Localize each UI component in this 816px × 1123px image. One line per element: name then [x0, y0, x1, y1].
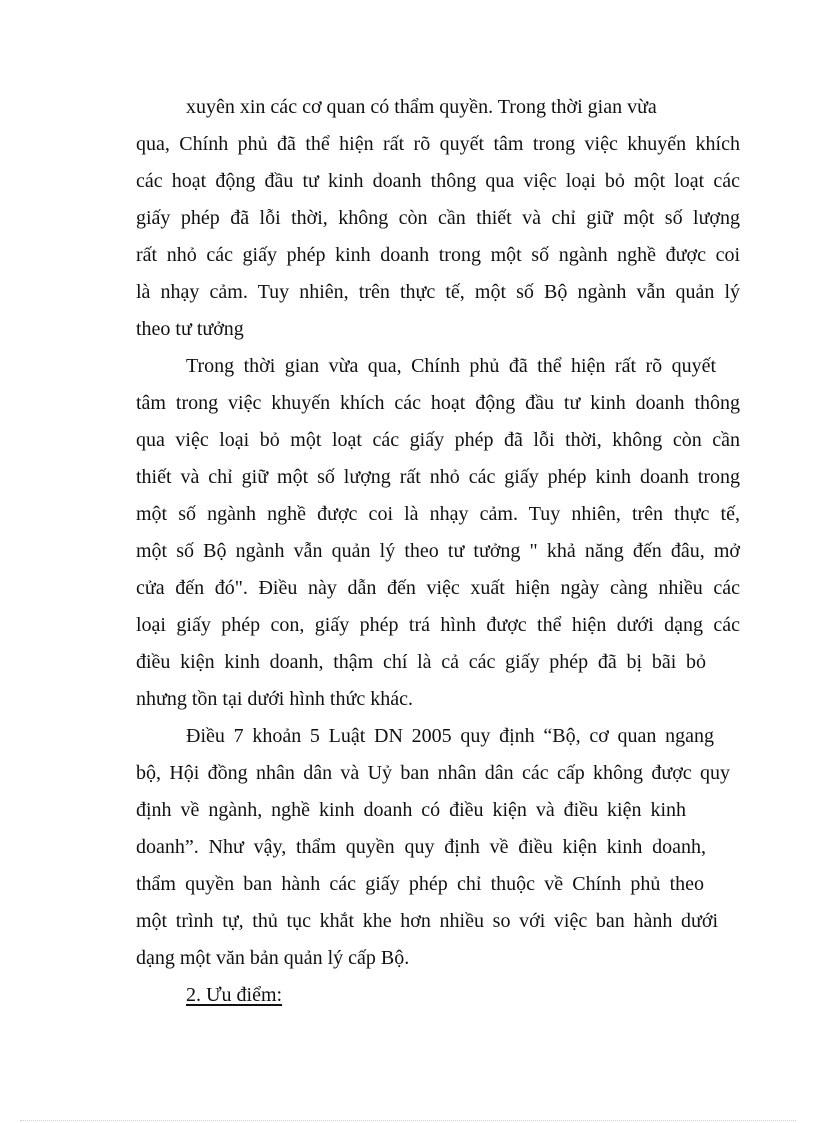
- paragraph-3-line-6: một trình tự, thủ tục khắt khe hơn nhiều so với việc ban hành dưới: [136, 910, 718, 932]
- paragraph-2-line-10: nhưng tồn tại dưới hình thức khác.: [136, 688, 413, 710]
- paragraph-3-line-2: bộ, Hội đồng nhân dân và Uỷ ban nhân dân các cấp không được quy: [136, 762, 730, 784]
- section-heading: 2. Ưu điểm:: [186, 984, 283, 1006]
- paragraph-1-line-4: giấy phép đã lỗi thời, không còn cần thiết và chỉ giữ một số lượng: [136, 207, 740, 229]
- paragraph-1-line-3: các hoạt động đầu tư kinh doanh thông qua việc loại bỏ một loạt các: [136, 170, 740, 192]
- paragraph-2-line-2: tâm trong việc khuyến khích các hoạt động đầu tư kinh doanh thông: [136, 392, 740, 414]
- paragraph-1-line-5: rất nhỏ các giấy phép kinh doanh trong một số ngành nghề được coi: [136, 244, 740, 266]
- paragraph-2-line-8: loại giấy phép con, giấy phép trá hình được thể hiện dưới dạng các: [136, 614, 740, 636]
- paragraph-2-line-9: điều kiện kinh doanh, thậm chí là cả các giấy phép đã bị bãi bỏ: [136, 651, 706, 673]
- paragraph-3-line-4: doanh”. Như vậy, thẩm quyền quy định về điều kiện kinh doanh,: [136, 836, 706, 858]
- paragraph-2-line-7: cửa đến đó". Điều này dẫn đến việc xuất hiện ngày càng nhiều các: [136, 577, 740, 599]
- paragraph-1-line-6: là nhạy cảm. Tuy nhiên, trên thực tế, một số Bộ ngành vẫn quản lý: [136, 281, 740, 303]
- paragraph-3-line-1: Điều 7 khoản 5 Luật DN 2005 quy định “Bộ, cơ quan ngang: [186, 725, 714, 747]
- paragraph-3-line-3: định về ngành, nghề kinh doanh có điều kiện và điều kiện kinh: [136, 799, 686, 821]
- page-bottom-divider: [20, 1120, 796, 1121]
- paragraph-1-line-1: xuyên xin các cơ quan có thẩm quyền. Trong thời gian vừa: [186, 96, 657, 118]
- paragraph-2-line-1: Trong thời gian vừa qua, Chính phủ đã thể hiện rất rõ quyết: [186, 355, 716, 377]
- paragraph-2-line-3: qua việc loại bỏ một loạt các giấy phép đã lỗi thời, không còn cần: [136, 429, 740, 451]
- paragraph-3-line-5: thẩm quyền ban hành các giấy phép chỉ thuộc về Chính phủ theo: [136, 873, 704, 895]
- paragraph-1-line-7: theo tư tưởng: [136, 318, 244, 340]
- paragraph-2-line-6: một số Bộ ngành vẫn quản lý theo tư tưởng " khả năng đến đâu, mở: [136, 540, 740, 562]
- paragraph-3-line-7: dạng một văn bản quản lý cấp Bộ.: [136, 947, 410, 969]
- paragraph-1-line-2: qua, Chính phủ đã thể hiện rất rõ quyết tâm trong việc khuyến khích: [136, 133, 740, 155]
- paragraph-2-line-5: một số ngành nghề được coi là nhạy cảm. Tuy nhiên, trên thực tế,: [136, 503, 740, 525]
- paragraph-2-line-4: thiết và chỉ giữ một số lượng rất nhỏ các giấy phép kinh doanh trong: [136, 466, 740, 488]
